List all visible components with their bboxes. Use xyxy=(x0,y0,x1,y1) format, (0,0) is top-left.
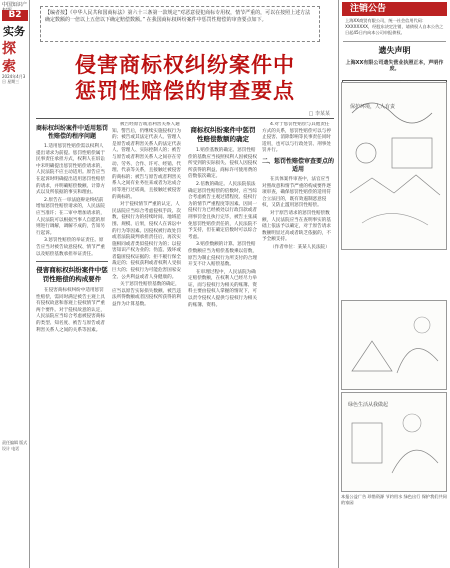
page-code: B2 xyxy=(2,10,28,21)
paper-name: 中国知识产 xyxy=(2,2,28,8)
section-char-2: 索 xyxy=(2,59,16,75)
env-ad-sketch-1 xyxy=(341,82,447,250)
headline-line-1: 侵害商标权纠纷案件中 xyxy=(75,52,295,77)
env-ad-sketch-2 xyxy=(341,300,447,390)
article-column-3 xyxy=(188,122,258,562)
paragraph: 3.惩罚性赔偿的举证责任。原告应当对被告故意侵权、情节严重以及赔偿基数承担举证责任。 xyxy=(36,238,105,257)
divider xyxy=(36,261,108,262)
page-side-strip xyxy=(0,0,30,568)
cancel-notice-text: 上海XX商贸有限公司，统一社会信用代码：XXXXXXXX，经股东决定注销，请债权人自本公告之日起45日内向本公司申报债权。 xyxy=(345,18,444,35)
paragraph: 关于惩罚性赔偿基数的确定，应当以原告实际损失数额、被告违法所得数额或者因侵权所获得的利益作为计算基数。 xyxy=(112,282,181,308)
paragraph: 3.赔偿数额的计算。惩罚性赔偿数额应当为赔偿基数乘以倍数，原告为制止侵权行为所支付的合理开支不计入赔偿基数。 xyxy=(188,242,257,268)
article-column-4 xyxy=(262,122,334,562)
section-title: 实务 xyxy=(3,25,25,38)
headline-line-2: 惩罚性赔偿的审查要点 xyxy=(75,78,295,103)
paragraph: 2.原告在一审法庭辩论终结前增加惩罚性赔偿请求的，人民法院应当准许；在二审中增加请求的，人民法院可以根据当事人自愿的原则进行调解，调解不成的，告知另行起诉。 xyxy=(36,197,105,236)
paragraph: 4.对于惩罚性赔偿与其他责任方式的关系，惩罚性赔偿可以与停止侵害、消除影响等民事责任同时适用，也可以与行政处罚、刑事处罚并行。 xyxy=(262,122,331,154)
paragraph: 在审理过程中，人民法院为确定赔偿数额，在权利人已经尽力举证，而与侵权行为相关的账簿、资料主要由侵权人掌握的情况下，可以责令侵权人提供与侵权行为相关的账簿、资料。 xyxy=(188,269,257,308)
editor-credits: 责任编辑 版式设计 电话 xyxy=(2,440,28,451)
sketch-caption: 保护环境，人人有责 xyxy=(350,104,396,110)
lost-notice-text: 上海XX有限公司遗失营业执照正本，声明作废。 xyxy=(345,60,444,72)
paragraph: 1.适用惩罚性赔偿需以权利人提出请求为前提。惩罚性赔偿属于民事责任承担方式，权利人在诉讼中未明确提出惩罚性赔偿请求的，人民法院不应主动适用。原告应当在起诉时明确提出适用惩罚性赔偿的请求，并明确赔偿数额、计算方式以及所依据的事实和理由。 xyxy=(36,144,105,196)
issue-date: 2024年4月3日 星期三 xyxy=(2,74,26,84)
divider xyxy=(343,41,446,42)
paragraph: 在侵害商标权纠纷中适用惩罚性赔偿，需同时满足被告主观上具有侵权故意和客观上侵权情节严重两个要件。对于侵权故意的认定，人民法院应当综合考虑被侵害商标的类型、知名度、被告与原告或者利害关系人之间的关系等因素。 xyxy=(36,288,105,333)
headline xyxy=(40,52,330,104)
paragraph: 1.赔偿基数的确定。惩罚性赔偿的基数应当按照权利人因被侵权所受到的实际损失、侵权人因侵权所获得的利益、商标许可使用费的倍数依次确定。 xyxy=(188,148,257,180)
paragraph: 对于原告请求的惩罚性赔偿数额，人民法院应当在查明事实的基础上依法予以确定，对于原告请求数额明显过高或者缺乏依据的，不予全额支持。 xyxy=(262,210,331,243)
sketch-caption: 绿色生活从我做起 xyxy=(348,402,389,408)
cancel-notice-header: 注销公告 xyxy=(342,2,447,16)
paragraph: 2.倍数的确定。人民法院依法确定惩罚性赔偿的倍数时，应当综合考虑被告主观过错程度、侵权行为的情节严重程度等因素。因同一侵权行为已经被处以行政罚款或者刑事罚金且执行完毕，被告主张减免惩罚性赔偿责任的，人民法院不予支持，但在确定倍数时可以综合考虑。 xyxy=(188,181,257,240)
section-char-1: 探 xyxy=(2,41,16,57)
article-column-2 xyxy=(112,122,184,562)
divider xyxy=(36,118,334,119)
subheading: 侵害商标权纠纷案件中惩罚性赔偿的构成要件 xyxy=(36,266,108,284)
author-note: （作者单位：某某人民法院） xyxy=(270,244,330,250)
subheading: 商标权纠纷案件中适用惩罚性赔偿的程序问题 xyxy=(36,125,108,140)
article-column-1 xyxy=(36,122,108,562)
lost-notice-header: 遗失声明 xyxy=(378,46,411,55)
subheading: 二、惩罚性赔偿审查要点的适用 xyxy=(262,157,334,173)
sketch-figure-icon xyxy=(342,393,448,493)
env-ad-sketch-3 xyxy=(341,392,447,492)
paragraph: 被告经原告或者利害关系人通知、警告后，仍继续实施侵权行为的；被告或其法定代表人、管理人是原告或者利害关系人的法定代表人、管理人、实际控制人的；被告与原告或者利害关系人之间存在劳动、劳务、合作、许可、经销、代理、代表等关系，且接触过被侵害的商标的；被告与原告或者利害关系人之间有业务往来或者为达成合同等进行过磋商，且接触过被侵害的商标的。 xyxy=(112,122,181,200)
subheading: 商标权纠纷案件中惩罚性赔偿数额的确定 xyxy=(190,126,256,143)
sketch-tree-icon xyxy=(342,301,448,391)
paragraph: 在具体案件审查中，法官应当对照故意和情节严重的构成要件逐项审查，确保惩罚性赔偿的适用符合立法目的，既有效遏制恶意侵权，又防止滥用惩罚性赔偿。 xyxy=(262,176,331,209)
editor-note: 【编者按】《中华人民共和国商标法》第六十三条第一款规定“对恶意侵犯商标专用权，情节严重的，可以在按照上述方法确定数额的一倍以上五倍以下确定赔偿数额。” 在我国商标权纠纷案件中惩罚性赔偿的审查要点如下。 xyxy=(40,6,320,42)
paragraph: 对于侵权情节严重的认定，人民法院应当综合考虑侵权手段、次数，侵权行为的持续时间、地域范围、规模、后果，侵权人在诉讼中的行为等因素。因侵权被行政处罚或者法院裁判承担责任后，再次实施相同或者类似侵权行为的；以侵害知识产权为业的；伪造、毁坏或者隐匿侵权证据的；拒不履行保全裁定的；侵权获利或者权利人受损巨大的；侵权行为可能危害国家安全、公共利益或者人身健康的。 xyxy=(112,202,181,280)
env-ad-footer: 本报公益广告 珍惜资源 节约用水 绿色出行 保护我们共同的家园 xyxy=(341,494,447,505)
byline: □ 李某某 xyxy=(308,111,330,117)
